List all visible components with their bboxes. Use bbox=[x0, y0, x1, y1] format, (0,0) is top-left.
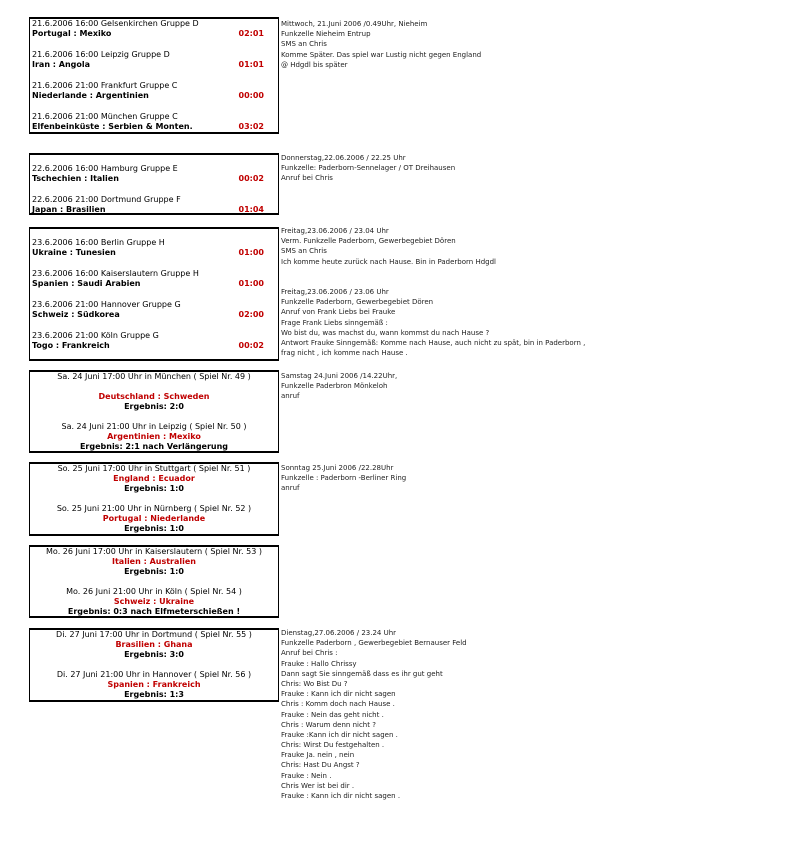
game-header: Sa. 24 Juni 17:00 Uhr in München ( Spiel Nr. 49 ) bbox=[57, 372, 251, 381]
note-line: anruf bbox=[281, 484, 300, 493]
match-score: 02:01 bbox=[238, 29, 264, 38]
game-result: Ergebnis: 0:3 nach Elfmeterschießen ! bbox=[67, 607, 241, 616]
note-block-june-27 bbox=[281, 628, 581, 801]
game-result: Ergebnis: 2:1 nach Verlängerung bbox=[79, 442, 229, 451]
match-header: 23.6.2006 21:00 Köln Gruppe G bbox=[32, 331, 159, 340]
match-header: 21.6.2006 21:00 Frankfurt Gruppe C bbox=[32, 81, 178, 90]
match-score: 00:00 bbox=[238, 91, 264, 100]
match-header: 23.6.2006 16:00 Berlin Gruppe H bbox=[32, 238, 165, 247]
game-teams: Brasilien : Ghana bbox=[115, 640, 193, 649]
match-score: 02:00 bbox=[238, 310, 264, 319]
note-line: Anruf bei Chris : bbox=[281, 649, 338, 658]
knockout-box-june-24 bbox=[29, 370, 279, 453]
match-box-june-21 bbox=[29, 17, 279, 134]
match-teams: Iran : Angola 01:01 bbox=[32, 60, 264, 69]
match-score: 01:01 bbox=[238, 60, 264, 69]
match-header: 21.6.2006 21:00 München Gruppe C bbox=[32, 112, 178, 121]
note-line: Freitag,23.06.2006 / 23.06 Uhr bbox=[281, 288, 389, 296]
note-line: Funkzelle Paderbron Mönkeloh bbox=[281, 382, 388, 391]
match-teams: Japan : Brasilien 01:04 bbox=[32, 205, 264, 214]
note-line: Frauke : Nein das geht nicht . bbox=[281, 710, 384, 719]
game-header: Di. 27 Juni 17:00 Uhr in Dortmund ( Spiel Nr. 55 ) bbox=[56, 630, 252, 639]
note-line: Sonntag 25.Juni 2006 /22.28Uhr bbox=[281, 464, 394, 472]
match-teams: Schweiz : Südkorea 02:00 bbox=[32, 310, 264, 319]
match-score: 01:00 bbox=[238, 279, 264, 288]
game-teams: Spanien : Frankreich bbox=[107, 680, 201, 689]
note-line: Dienstag,27.06.2006 / 23.24 Uhr bbox=[281, 629, 397, 637]
note-line: Chris: Hast Du Angst ? bbox=[281, 761, 360, 770]
note-line: Samstag 24.Juni 2006 /14.22Uhr, bbox=[281, 372, 398, 380]
match-teams: Elfenbeinküste : Serbien & Monten. 03:02 bbox=[32, 122, 264, 131]
note-line: Wo bist du, was machst du, wann kommst du nach Hause ? bbox=[281, 328, 490, 337]
game-header: Sa. 24 Juni 21:00 Uhr in Leipzig ( Spiel Nr. 50 ) bbox=[61, 422, 247, 431]
match-teams: Spanien : Saudi Arabien 01:00 bbox=[32, 279, 264, 288]
note-line: SMS an Chris bbox=[281, 40, 327, 49]
note-block-june-23-sms bbox=[281, 226, 581, 267]
game-teams: Portugal : Niederlande bbox=[102, 514, 206, 523]
note-line: Ich komme heute zurück nach Hause. Bin in Paderborn Hdgdl bbox=[281, 257, 496, 266]
match-header: 21.6.2006 16:00 Gelsenkirchen Gruppe D bbox=[32, 19, 199, 28]
match-header: 22.6.2006 21:00 Dortmund Gruppe F bbox=[32, 195, 181, 204]
match-score: 03:02 bbox=[238, 122, 264, 131]
note-line: Mittwoch, 21.Juni 2006 /0.49Uhr, Nieheim bbox=[281, 20, 428, 28]
note-line: frag nicht , ich komme nach Hause . bbox=[281, 349, 408, 358]
match-teams: Tschechien : Italien 00:02 bbox=[32, 174, 264, 183]
game-header: So. 25 Juni 21:00 Uhr in Nürnberg ( Spiel Nr. 52 ) bbox=[56, 504, 252, 513]
game-result: Ergebnis: 1:0 bbox=[124, 484, 184, 493]
match-header: 23.6.2006 16:00 Kaiserslautern Gruppe H bbox=[32, 269, 199, 278]
note-line: Verm. Funkzelle Paderborn, Gewerbegebiet Dören bbox=[281, 237, 456, 246]
match-header: 22.6.2006 16:00 Hamburg Gruppe E bbox=[32, 164, 178, 173]
note-line: Dann sagt Sie sinngemäß dass es ihr gut geht bbox=[281, 669, 443, 678]
match-score: 01:04 bbox=[238, 205, 264, 214]
game-teams: Deutschland : Schweden bbox=[98, 392, 210, 401]
note-line: Frauke :Kann ich dir nicht sagen . bbox=[281, 730, 398, 739]
game-header: So. 25 Juni 17:00 Uhr in Stuttgart ( Spiel Nr. 51 ) bbox=[57, 464, 251, 473]
note-line: Funkzelle: Paderborn-Sennelager / OT Dreihausen bbox=[281, 164, 456, 173]
note-line: Frauke Ja. nein , nein bbox=[281, 751, 355, 760]
game-result: Ergebnis: 1:3 bbox=[124, 690, 184, 699]
game-teams: Italien : Australien bbox=[112, 557, 196, 566]
note-line: Chris: Wo Bist Du ? bbox=[281, 679, 348, 688]
match-header: 21.6.2006 16:00 Leipzig Gruppe D bbox=[32, 50, 170, 59]
game-result: Ergebnis: 2:0 bbox=[124, 402, 184, 411]
note-line: Chris: Wirst Du festgehalten . bbox=[281, 741, 385, 750]
note-line: Frage Frank Liebs sinngemäß : bbox=[281, 318, 388, 327]
match-teams: Portugal : Mexiko 02:01 bbox=[32, 29, 264, 38]
note-line: Frauke : Hallo Chrissy bbox=[281, 659, 357, 668]
note-line: Funkzelle : Paderborn -Berliner Ring bbox=[281, 474, 407, 483]
game-header: Mo. 26 Juni 21:00 Uhr in Köln ( Spiel Nr. 54 ) bbox=[66, 587, 242, 596]
match-score: 00:02 bbox=[238, 174, 264, 183]
game-result: Ergebnis: 3:0 bbox=[124, 650, 184, 659]
match-box-june-23 bbox=[29, 227, 279, 361]
knockout-box-june-26 bbox=[29, 545, 279, 618]
game-teams: Argentinien : Mexiko bbox=[107, 432, 201, 441]
note-line: Frauke : Nein . bbox=[281, 771, 332, 780]
match-teams: Ukraine : Tunesien 01:00 bbox=[32, 248, 264, 257]
knockout-box-june-25 bbox=[29, 462, 279, 536]
match-teams: Togo : Frankreich 00:02 bbox=[32, 341, 264, 350]
match-teams: Niederlande : Argentinien 00:00 bbox=[32, 91, 264, 100]
note-block-june-21 bbox=[281, 19, 581, 70]
note-line: Antwort Frauke Sinngemäß: Komme nach Hause, auch nicht zu spät, bin in Paderborn , bbox=[281, 338, 586, 347]
game-teams: Schweiz : Ukraine bbox=[113, 597, 195, 606]
note-line: Donnerstag,22.06.2006 / 22.25 Uhr bbox=[281, 154, 406, 162]
game-teams: England : Ecuador bbox=[113, 474, 195, 483]
note-line: Frauke : Kann ich dir nicht sagen . bbox=[281, 792, 401, 800]
note-block-june-24 bbox=[281, 371, 581, 402]
game-header: Di. 27 Juni 21:00 Uhr in Hannover ( Spiel Nr. 56 ) bbox=[56, 670, 252, 679]
note-line: Anruf bei Chris bbox=[281, 174, 333, 183]
note-line: Chris : Warum denn nicht ? bbox=[281, 720, 376, 729]
game-header: Mo. 26 Juni 17:00 Uhr in Kaiserslautern ( Spiel Nr. 53 ) bbox=[46, 547, 262, 556]
match-header: 23.6.2006 21:00 Hannover Gruppe G bbox=[32, 300, 181, 309]
note-line: Funkzelle Nieheim Entrup bbox=[281, 30, 371, 39]
note-line: Freitag,23.06.2006 / 23.04 Uhr bbox=[281, 227, 389, 235]
note-line: anruf bbox=[281, 392, 300, 401]
note-block-june-23-call bbox=[281, 287, 586, 358]
note-line: SMS an Chris bbox=[281, 247, 327, 256]
game-result: Ergebnis: 1:0 bbox=[124, 524, 184, 533]
note-line: Komme Später. Das spiel war Lustig nicht gegen England bbox=[281, 50, 482, 59]
match-box-june-22 bbox=[29, 153, 279, 215]
note-line: @ Hdgdl bis später bbox=[281, 60, 348, 69]
note-line: Frauke : Kann ich dir nicht sagen bbox=[281, 690, 396, 699]
note-line: Funkzelle Paderborn , Gewerbegebiet Bernauser Feld bbox=[281, 639, 467, 648]
note-line: Chris Wer ist bei dir . bbox=[281, 781, 355, 790]
note-block-june-25 bbox=[281, 463, 581, 494]
game-result: Ergebnis: 1:0 bbox=[124, 567, 184, 576]
note-block-june-22 bbox=[281, 153, 581, 184]
match-score: 00:02 bbox=[238, 341, 264, 350]
match-score: 01:00 bbox=[238, 248, 264, 257]
note-line: Chris : Komm doch nach Hause . bbox=[281, 700, 395, 709]
knockout-box-june-27 bbox=[29, 628, 279, 702]
note-line: Funkzelle Paderborn, Gewerbegebiet Dören bbox=[281, 298, 434, 307]
note-line: Anruf von Frank Liebs bei Frauke bbox=[281, 308, 396, 317]
